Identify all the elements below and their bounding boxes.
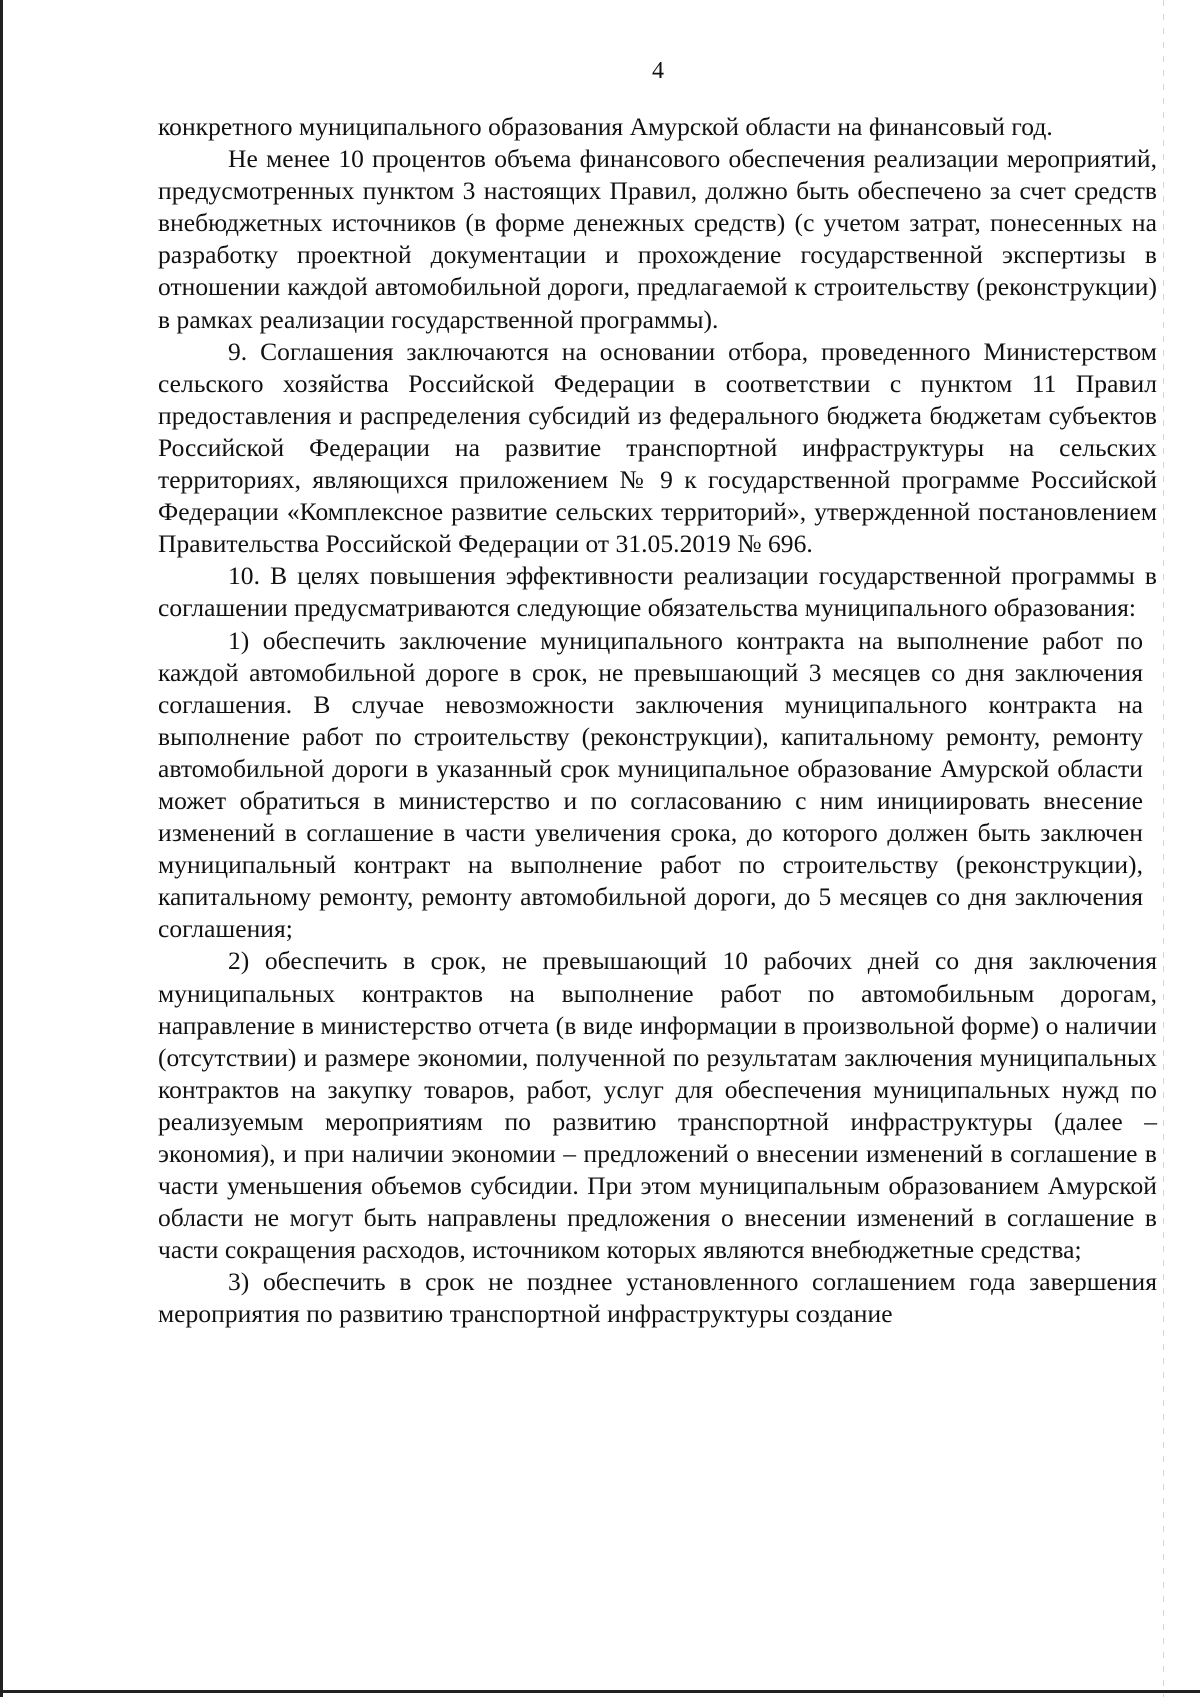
- paragraph-extrabudgetary-funding: Не менее 10 процентов объема финансового обеспечения реализации мероприятий, предусмотренных пунктом 3 настоящих Правил, должно быть обеспечено за счет средств внебюджетных источников (в форме денежных средств) (с учетом затрат, понесенных на разработку проектной документации и прохождение государственной экспертизы в отношении каждой автомобильной дороги, предлагаемой к строительству (реконструкции) в рамках реализации государственной программы).: [158, 144, 1157, 334]
- scan-bottom-edge: [0, 1690, 1200, 1693]
- page-number: 4: [652, 58, 664, 84]
- scan-right-edge: [1163, 0, 1164, 1697]
- paragraph-continuation: конкретного муниципального образования Амурской области на финансовый год.: [158, 112, 1053, 141]
- paragraph-obligation-2: 2) обеспечить в срок, не превышающий 10 рабочих дней со дня заключения муниципальных контрактов на выполнение работ по автомобильным дорогам, направление в министерство отчета (в виде информации в произвольной форме) о наличии (отсутствии) и размере экономии, полученной по результатам заключения муниципальных контрактов на закупку товаров, работ, услуг для обеспечения муниципальных нужд по реализуемым мероприятиям по развитию транспортной инфраструктуры (далее – экономия), и при наличии экономии – предложений о внесении изменений в соглашение в части уменьшения объемов субсидии. При этом муниципальным образованием Амурской области не могут быть направлены предложения о внесении изменений в соглашение в части сокращения расходов, источником которых являются внебюджетные средства;: [158, 946, 1157, 1265]
- paragraph-item-9-agreements: 9. Соглашения заключаются на основании отбора, проведенного Министерством сельского хозяйства Российской Федерации в соответствии с пунктом 11 Правил предоставления и распределения субсидий из федерального бюджета бюджетам субъектов Российской Федерации на развитие транспортной инфраструктуры на сельских территориях, являющихся приложением № 9 к государственной программе Российской Федерации «Комплексное развитие сельских территорий», утвержденной постановлением Правительства Российской Федерации от 31.05.2019 № 696.: [158, 336, 1157, 559]
- paragraph-obligation-1: 1) обеспечить заключение муниципального контракта на выполнение работ по каждой автомобильной дороге в срок, не превышающий 3 месяцев со дня заключения соглашения. В случае невозможности заключения муниципального контракта на выполнение работ по строительству (реконструкции), капитальному ремонту, ремонту автомобильной дороги в указанный срок муниципальное образование Амурской области может обратиться в министерство и по согласованию с ним инициировать внесение изменений в соглашение в части увеличения срока, до которого должен быть заключен муниципальный контракт на выполнение работ по строительству (реконструкции), капитальному ремонту, ремонту автомобильной дороги, до 5 месяцев со дня заключения соглашения;: [158, 625, 1143, 944]
- scan-left-edge: [0, 0, 3, 1697]
- paragraph-obligation-3: 3) обеспечить в срок не позднее установленного соглашением года завершения мероприятия по развитию транспортной инфраструктуры создание: [158, 1267, 1157, 1329]
- document-body: [158, 111, 1157, 1331]
- paragraph-item-10-obligations: 10. В целях повышения эффективности реализации государственной программы в соглашении предусматриваются следующие обязательства муниципального образования:: [158, 561, 1157, 623]
